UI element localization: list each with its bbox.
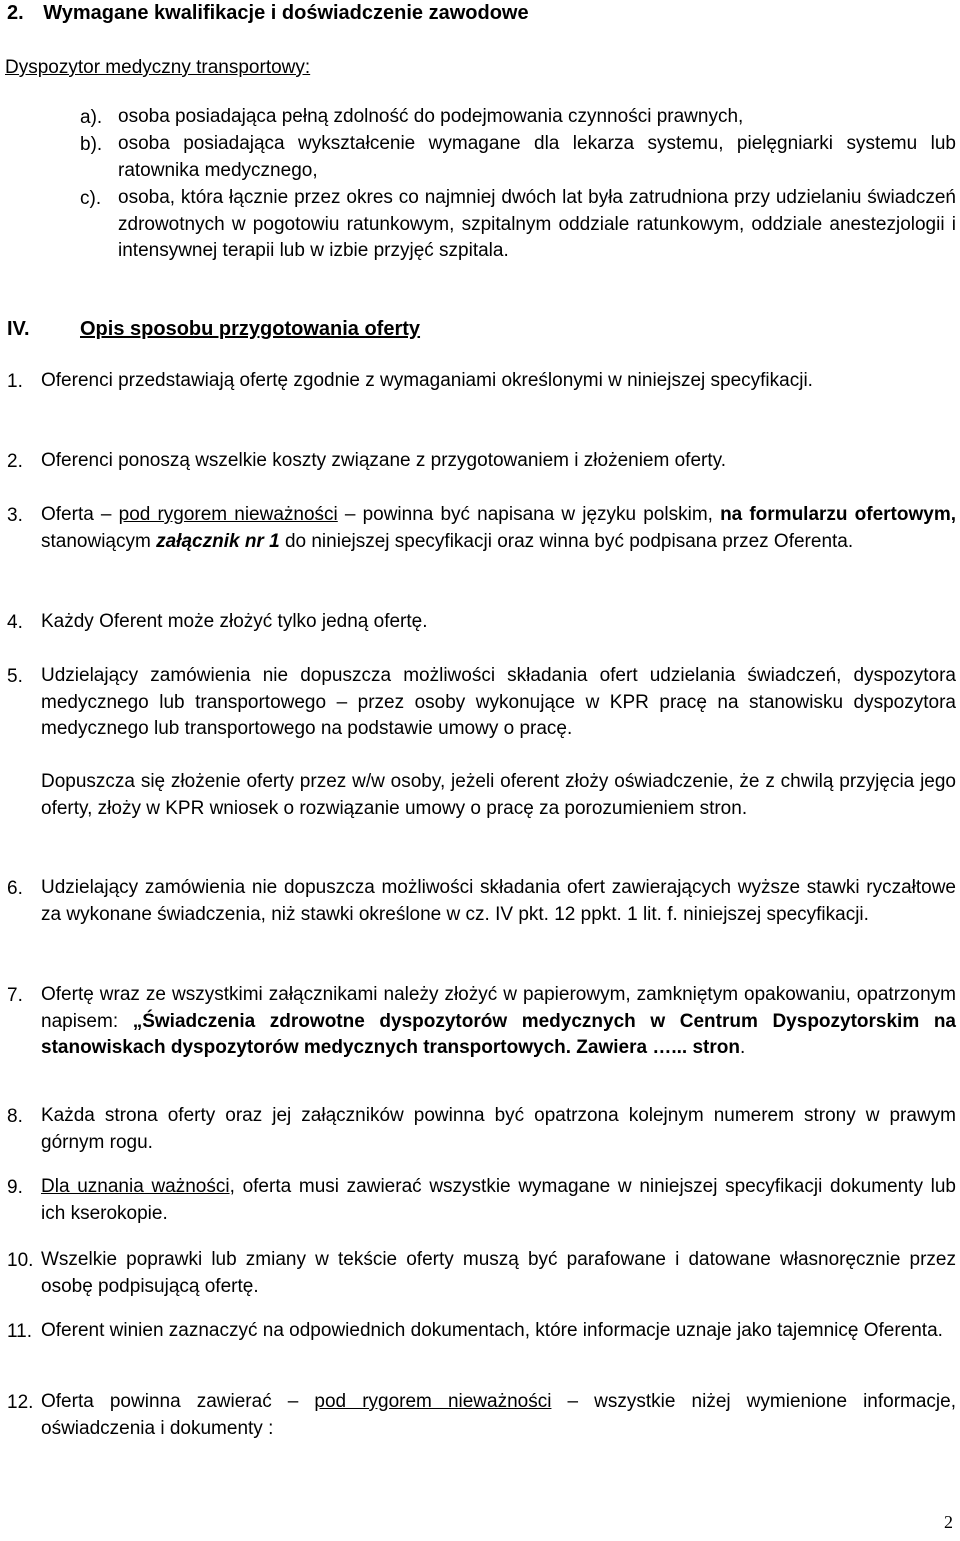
item-11-number: 11.	[7, 1321, 33, 1342]
item-9-text: Dla uznania ważności, oferta musi zawierać wszystkie wymagane w niniejszej specyfikacji dokumenty lub ich kserokopie.	[41, 1176, 956, 1224]
list-item-c-text: osoba, która łącznie przez okres co najmniej dwóch lat była zatrudniona przy udzielaniu świadczeń zdrowotnych w pogotowiu ratunkowym, szpitalnym oddziale ratunkowym, oddziale anestezjologii i intensywnej terapii lub w izbie przyjęć szpitala.	[118, 187, 956, 261]
item-1-number: 1.	[7, 371, 23, 392]
item-5-number: 5.	[7, 666, 23, 687]
item-5-text: Udzielający zamówienia nie dopuszcza możliwości składania ofert udzielania świadczeń, dyspozytora medycznego lub transportowego – przez osoby wykonujące w KPR pracę na stanowisku dyspozytora medycznego lub transportowego na podstawie umowy o pracę.	[41, 665, 956, 739]
item-9-number: 9.	[7, 1177, 23, 1198]
item-1-text: Oferenci przedstawiają ofertę zgodnie z wymaganiami określonymi w niniejszej specyfikacji.	[41, 370, 813, 391]
item-2-number: 2.	[7, 451, 23, 472]
section-2-heading	[7, 2, 529, 25]
item-3-text: Oferta – pod rygorem nieważności – powinna być napisana w języku polskim, na formularzu ofertowym, stanowiącym załącznik nr 1 do niniejszej specyfikacji oraz winna być podpisana przez Oferenta.	[41, 504, 957, 552]
item-10-number: 10.	[7, 1250, 34, 1271]
page-number: 2	[944, 1512, 953, 1532]
item-7-number: 7.	[7, 985, 23, 1006]
section-2-number: 2.	[7, 2, 24, 24]
list-item-c-label: c).	[80, 188, 102, 209]
list-item-b-text: osoba posiadająca wykształcenie wymagane dla lekarza systemu, pielęgniarki systemu lub ratownika medycznego,	[118, 133, 956, 181]
item-11-text: Oferent winien zaznaczyć na odpowiednich dokumentach, które informacje uznaje jako tajemnicę Oferenta.	[41, 1320, 943, 1341]
list-item-a-label: a).	[80, 107, 103, 128]
item-2-text: Oferenci ponoszą wszelkie koszty związane z przygotowaniem i złożeniem oferty.	[41, 450, 726, 471]
item-4-text: Każdy Oferent może złożyć tylko jedną ofertę.	[41, 611, 428, 632]
item-8-number: 8.	[7, 1106, 23, 1127]
item-12-text: Oferta powinna zawierać – pod rygorem nieważności – wszystkie niżej wymienione informacje, oświadczenia i dokumenty :	[41, 1391, 957, 1439]
item-12-number: 12.	[7, 1392, 34, 1413]
item-10-text: Wszelkie poprawki lub zmiany w tekście oferty muszą być parafowane i datowane własnoręcznie przez osobę podpisującą ofertę.	[41, 1249, 956, 1297]
section-4-number: IV.	[7, 318, 30, 340]
section-2-subtitle: Dyspozytor medyczny transportowy:	[5, 57, 311, 78]
list-item-a-text: osoba posiadająca pełną zdolność do podejmowania czynności prawnych,	[118, 106, 744, 127]
item-7-text: Ofertę wraz ze wszystkimi załącznikami należy złożyć w papierowym, zamkniętym opakowaniu, opatrzonym napisem: „Świadczenia zdrowotne dyspozytorów medycznych w Centrum Dyspozytorskim na stanowiskach dyspozytorów medycznych transportowych. Zawiera …... stron.	[41, 984, 957, 1058]
item-5-text-continued: Dopuszcza się złożenie oferty przez w/w osoby, jeżeli oferent złoży oświadczenie, że z chwilą przyjęcia jego oferty, złoży w KPR wniosek o rozwiązanie umowy o pracę za porozumieniem stron.	[41, 771, 956, 819]
item-8-text: Każda strona oferty oraz jej załączników powinna być opatrzona kolejnym numerem strony w prawym górnym rogu.	[41, 1105, 956, 1153]
section-2-title: Wymagane kwalifikacje i doświadczenie zawodowe	[43, 2, 529, 24]
item-6-text: Udzielający zamówienia nie dopuszcza możliwości składania ofert zawierających wyższe stawki ryczałtowe za wykonane świadczenia, niż stawki określone w cz. IV pkt. 12 ppkt. 1 lit. f. niniejszej specyfikacji.	[41, 877, 956, 925]
section-4-title: Opis sposobu przygotowania oferty	[80, 318, 421, 340]
item-4-number: 4.	[7, 612, 23, 633]
item-3-number: 3.	[7, 505, 23, 526]
list-item-b-label: b).	[80, 134, 103, 155]
item-6-number: 6.	[7, 878, 23, 899]
